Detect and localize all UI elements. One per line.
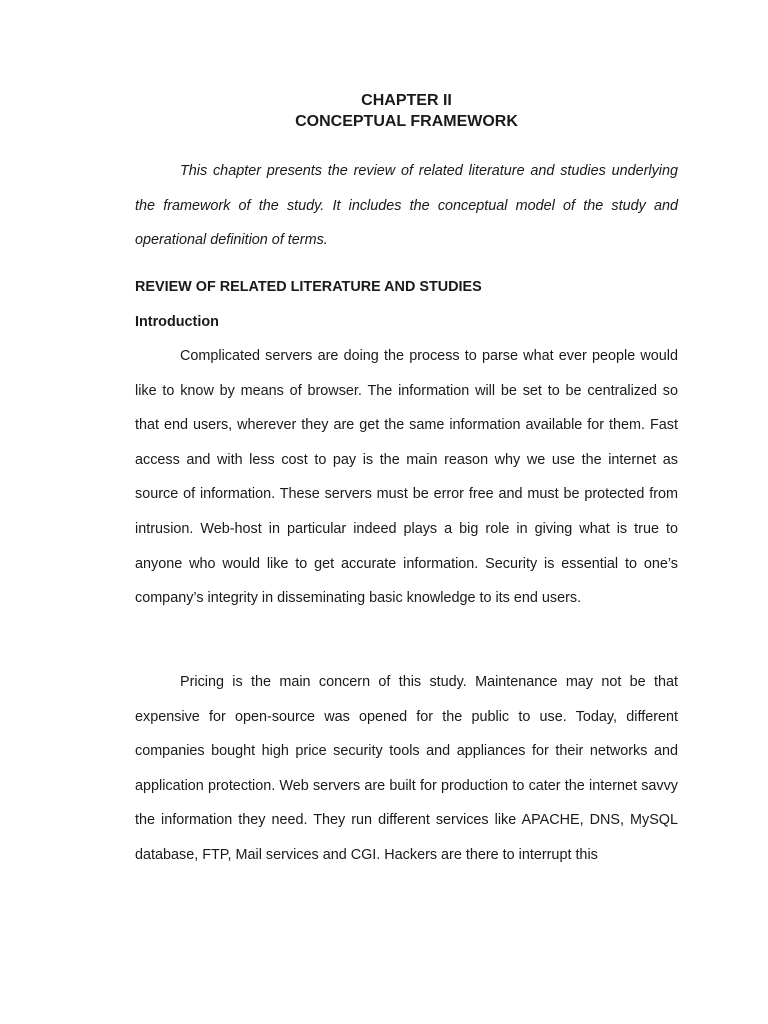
intro-paragraph: This chapter presents the review of related literature and studies underlying the framework of the study. It includes the conceptual model of the study and operational definition of terms. [135,163,678,249]
chapter-title: CONCEPTUAL FRAMEWORK [295,113,518,130]
body-paragraph-1: Complicated servers are doing the process to parse what ever people would like to know by means of browser. The information will be set to be centralized so that end users, wherever they are get the same information available for them. Fast access and with less cost to pay is the main reason why we use the internet as source of information. These servers must be error free and must be protected from intrusion. Web-host in particular indeed plays a big role in giving what is true to anyone who would like to get accurate information. Security is essential to one’s company’s integrity in disseminating basic knowledge to its end users. [135,348,678,607]
chapter-number: CHAPTER II [361,92,452,109]
chapter-title-block [0,90,768,132]
section-heading: REVIEW OF RELATED LITERATURE AND STUDIES [135,279,482,295]
subsection-heading: Introduction [135,314,219,330]
body-paragraph-2: Pricing is the main concern of this study. Maintenance may not be that expensive for open-source was opened for the public to use. Today, different companies bought high price security tools and appliances for their networks and application protection. Web servers are built for production to cater the internet savvy the information they need. They run different services like APACHE, DNS, MySQL database, FTP, Mail services and CGI. Hackers are there to interrupt this [135,674,678,863]
